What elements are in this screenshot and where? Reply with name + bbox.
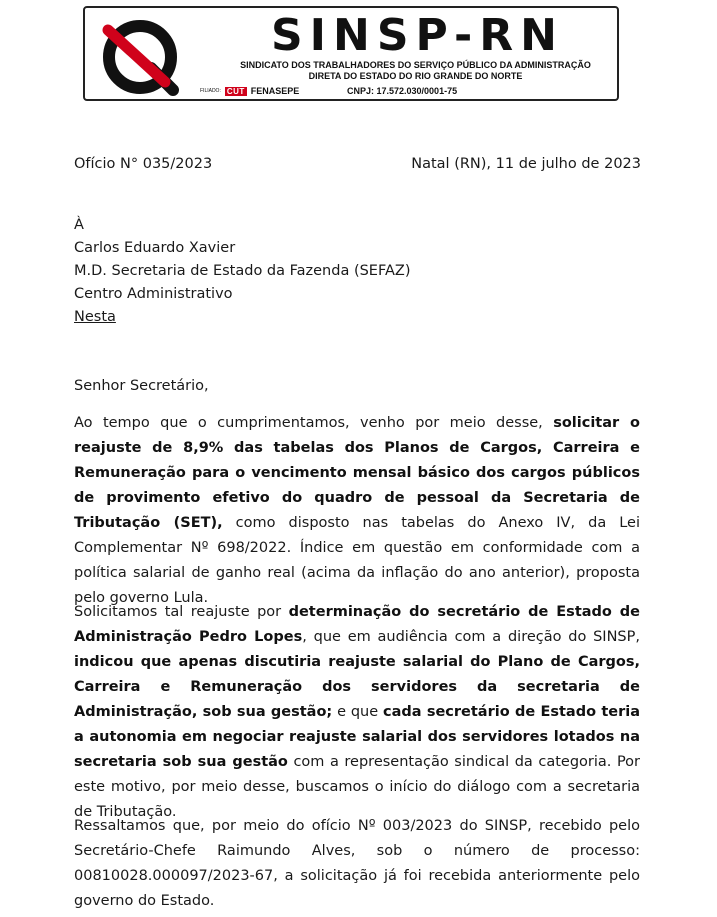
text-run: , que em audiência com a direção do SINSP, [302,629,640,645]
salutation: Senhor Secretário, [74,378,209,394]
paragraph-2 [74,600,640,825]
bold-text-run: cada secretário de Estado teria a autonomia em negociar reajuste salarial dos servidores lotados na secretaria sob sua gestão [74,704,641,770]
text-run: e que [332,704,383,720]
text-run: Ressaltamos que, por meio do ofício Nº 003/2023 do SINSP, recebido pelo Secretário-Chefe Raimundo Alves, sob o número de processo: 00810028.000097/2023-67, a solicitação já foi recebida anteriormente pelo governo do Estado. [74,818,640,909]
place-date: Natal (RN), 11 de julho de 2023 [411,156,641,172]
letterhead [83,6,619,101]
recipient-address [74,214,410,329]
paragraph-3 [74,814,640,914]
oficio-number: Ofício N° 035/2023 [74,156,213,172]
fenasepe-label: FENASEPE [250,86,300,96]
recipient-office: M.D. Secretaria de Estado da Fazenda (SEFAZ) [74,263,411,279]
bold-text-run: solicitar o reajuste de 8,9% das tabelas dos Planos de Cargos, Carreira e Remuneração para o vencimento mensal básico dos cargos públicos de provimento efetivo do quadro de pessoal da Secretaria de Tributação (SET), [74,415,640,531]
text-run: Solicitamos tal reajuste por [74,604,289,620]
recipient-name: Carlos Eduardo Xavier [74,240,236,256]
recipient-location: Centro Administrativo [74,286,233,302]
text-run: como disposto nas tabelas do Anexo IV, da Lei Complementar Nº 698/2022. Índice em questão em conformidade com a política salarial de ganho real (acima da inflação do ano anterior), proposta pelo governo Lula. [74,515,640,606]
text-run: com a representação sindical da categoria. Por este motivo, por meio desse, buscamos o início do diálogo com a secretaria de Tributação. [74,754,640,820]
cut-logo: CUT [226,86,245,96]
union-fullname-line2: DIRETA DO ESTADO DO RIO GRANDE DO NORTE [308,71,523,81]
affiliated-label: FILIADO: [200,88,221,94]
affiliations [200,86,299,96]
sinsp-logo-icon [99,16,181,98]
union-fullname-line1: SINDICATO DOS TRABALHADORES DO SERVIÇO PÚBLICO DA ADMINISTRAÇÃO [240,60,591,70]
union-name: SINSP-RN [270,10,564,61]
bold-text-run: indicou que apenas discutiria reajuste salarial do Plano de Cargos, Carreira e Remuneração dos servidores da secretaria de Administração, sob sua gestão; [74,654,640,720]
cnpj: CNPJ: 17.572.030/0001-75 [347,86,458,96]
bold-text-run: determinação do secretário de Estado de Administração Pedro Lopes [74,604,640,645]
text-run: Ao tempo que o cumprimentamos, venho por meio desse, [74,415,554,431]
address-to: À [74,217,84,233]
paragraph-1 [74,411,640,611]
nesta-label: Nesta [74,309,116,325]
